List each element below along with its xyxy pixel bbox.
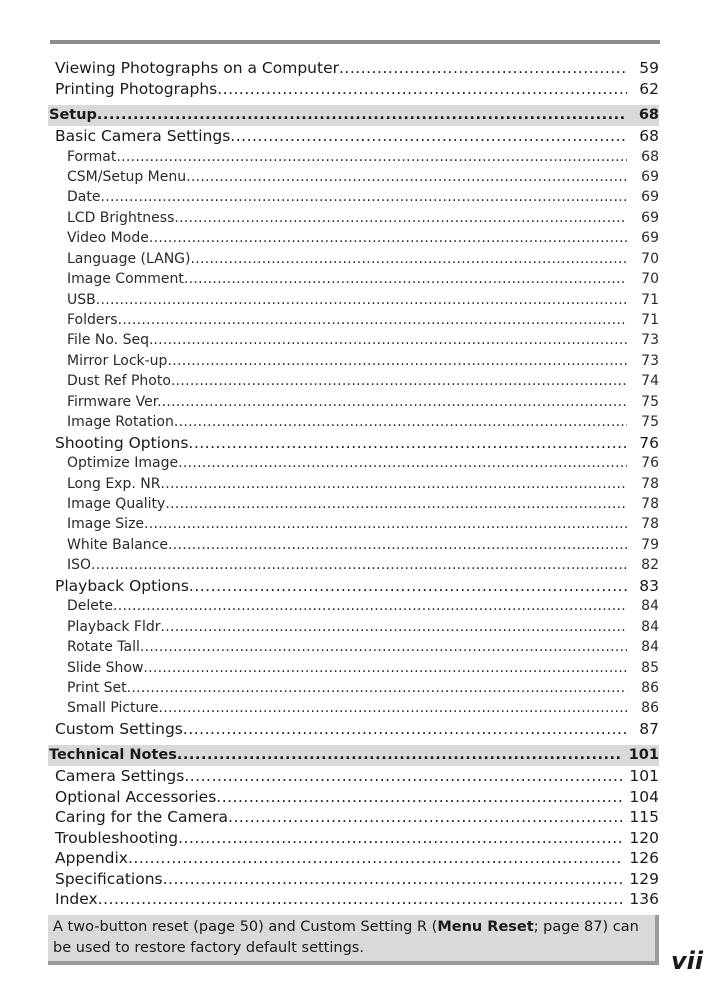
toc-entry-title: Index: [55, 890, 98, 909]
dot-leader: [228, 807, 623, 828]
toc-entry[interactable]: [48, 828, 659, 849]
toc-entry[interactable]: [48, 392, 659, 412]
toc-entry-page: 68: [638, 107, 659, 123]
toc-entry[interactable]: [48, 167, 659, 187]
toc-entry-page: 82: [641, 557, 659, 574]
dot-leader: [178, 453, 627, 473]
toc-entry[interactable]: [48, 290, 659, 310]
toc-entry-page: 84: [641, 598, 659, 615]
toc-entry[interactable]: [48, 698, 659, 718]
toc-entry-page: 126: [629, 849, 659, 868]
toc-entry-page: 69: [641, 230, 659, 247]
toc-entry[interactable]: [48, 555, 659, 575]
dot-leader: [153, 330, 627, 350]
toc-entry[interactable]: [48, 766, 659, 787]
toc-entry[interactable]: [48, 453, 659, 473]
toc-entry-title: Viewing Photographs on a Computer: [55, 59, 339, 77]
toc-entry-title: Slide Show: [67, 659, 144, 676]
dot-leader: [165, 494, 627, 514]
toc-entry-title: Optimize Image: [67, 455, 179, 472]
toc-entry-title: Rotate Tall: [67, 639, 140, 656]
toc-entry-title: Shooting Options: [55, 433, 189, 452]
toc-entry-page: 71: [641, 291, 659, 308]
toc-entry-title: Playback Fldr: [67, 618, 161, 635]
dot-leader: [161, 617, 627, 637]
toc-entry-title: Troubleshooting: [55, 828, 179, 847]
toc-entry-page: 85: [641, 659, 659, 676]
toc-entry-page: 78: [641, 516, 659, 533]
toc-entry-title: Specifications: [55, 869, 163, 888]
toc-entry[interactable]: [48, 514, 659, 534]
note-text-after: ; page 87) can be used to restore factory default settings.: [53, 919, 639, 956]
toc-entry[interactable]: [48, 187, 659, 207]
top-rule: [50, 40, 660, 44]
toc-entry-title: Printing Photographs: [55, 79, 218, 98]
toc-entry-page: 84: [641, 618, 659, 635]
toc-entry-title: Folders: [67, 312, 118, 328]
toc-entry[interactable]: [48, 848, 659, 869]
toc-entry[interactable]: [48, 228, 659, 248]
note-text-before: A two-button reset (page 50) and Custom Setting R (: [53, 919, 438, 935]
toc-entry-page: 75: [641, 393, 659, 410]
toc-entry-page: 120: [629, 828, 659, 847]
toc-entry[interactable]: [48, 208, 659, 228]
toc-entry[interactable]: [48, 351, 659, 371]
toc-entry-title: White Balance: [67, 536, 168, 553]
toc-entry-title: Basic Camera Settings: [55, 127, 231, 145]
toc-entry-page: 83: [639, 576, 659, 595]
dot-leader: [186, 167, 627, 187]
toc-entry[interactable]: [48, 330, 659, 350]
dot-leader: [184, 766, 623, 787]
toc-entry-title: Mirror Lock-up: [67, 352, 168, 369]
toc-entry-title: Language (LANG): [67, 250, 191, 267]
toc-entry-title: USB: [67, 291, 96, 308]
dot-leader: [97, 105, 627, 126]
toc-entry[interactable]: [48, 147, 659, 167]
toc-entry[interactable]: [48, 637, 659, 657]
toc-entry-title: Delete: [67, 598, 113, 615]
toc-entry-page: 73: [641, 352, 659, 369]
dot-leader: [168, 535, 627, 555]
toc-entry-page: 76: [641, 455, 659, 472]
dot-leader: [217, 79, 627, 100]
toc-entry-page: 104: [629, 787, 659, 806]
toc-entry[interactable]: [48, 269, 659, 289]
toc-entry-title: Small Picture: [67, 700, 159, 717]
dot-leader: [178, 828, 623, 849]
toc-entry[interactable]: [48, 310, 659, 330]
toc-entry[interactable]: [48, 371, 659, 391]
toc-entry-page: 78: [641, 496, 659, 512]
toc-entry-title: LCD Brightness: [67, 209, 175, 226]
toc-entry-title: Image Comment: [67, 271, 184, 288]
toc-entry-title: Image Quality: [67, 496, 166, 512]
toc-entry-page: 69: [641, 189, 659, 206]
toc-entry-title: File No. Seq.: [67, 332, 154, 349]
reset-note: [48, 915, 659, 965]
dot-leader: [184, 269, 627, 289]
dot-leader: [149, 228, 627, 248]
toc-entry-page: 74: [641, 373, 659, 390]
toc-entry-title: Print Set: [67, 680, 127, 696]
note-text-bold: Menu Reset: [437, 919, 534, 935]
toc-entry-page: 86: [641, 700, 659, 717]
page-number: vii: [671, 947, 704, 975]
toc-entry-title: ISO: [67, 557, 92, 574]
toc-entry-title: Image Rotation: [67, 414, 174, 431]
dot-leader: [127, 678, 627, 698]
dot-leader: [190, 249, 627, 269]
toc-entry-title: Caring for the Camera: [55, 808, 229, 827]
toc-entry-page: 73: [641, 332, 659, 349]
toc-entry[interactable]: [48, 807, 659, 828]
toc-entry[interactable]: [48, 474, 659, 494]
toc-entry-page: 68: [641, 148, 659, 165]
toc-entry[interactable]: [48, 494, 659, 514]
dot-leader: [160, 474, 627, 494]
dot-leader: [167, 351, 627, 371]
toc-entry-page: 87: [639, 719, 659, 738]
toc-entry[interactable]: [48, 678, 659, 698]
toc-entry[interactable]: [48, 535, 659, 555]
toc-entry[interactable]: [48, 576, 659, 597]
toc-entry-page: 136: [629, 890, 659, 909]
toc-entry[interactable]: [48, 787, 659, 808]
toc-entry-page: 75: [641, 414, 659, 431]
toc-entry[interactable]: [48, 719, 659, 740]
dot-leader: [216, 787, 623, 808]
toc-entry[interactable]: [48, 412, 659, 432]
toc-entry-page: 86: [641, 680, 659, 696]
dot-leader: [118, 310, 627, 330]
dot-leader: [174, 208, 627, 228]
toc-entry-page: 69: [641, 168, 659, 185]
dot-leader: [183, 719, 627, 740]
dot-leader: [162, 392, 627, 412]
dot-leader: [158, 698, 627, 718]
dot-leader: [140, 637, 627, 657]
toc-entry-page: 70: [641, 250, 659, 267]
toc-entry-title: Date: [67, 189, 101, 206]
toc-entry-title: Optional Accessories: [55, 787, 217, 806]
toc-entry-page: 101: [629, 767, 659, 786]
toc-entry[interactable]: [48, 79, 659, 100]
toc-entry-page: 78: [641, 475, 659, 492]
toc-entry-title: CSM/Setup Menu: [67, 168, 187, 185]
toc-entry-page: 101: [628, 747, 659, 764]
dot-leader: [174, 412, 627, 432]
dot-leader: [339, 58, 627, 79]
dot-leader: [177, 745, 623, 766]
toc-entry[interactable]: [48, 889, 659, 910]
toc-entry[interactable]: [48, 617, 659, 637]
toc-entry-title: Camera Settings: [55, 767, 185, 786]
toc-entry-title: Setup: [49, 107, 97, 123]
toc-entry-page: 129: [629, 869, 659, 888]
toc-entry-page: 68: [639, 127, 659, 145]
toc-entry-page: 115: [629, 808, 659, 827]
toc-entry-page: 84: [641, 639, 659, 656]
toc-entry[interactable]: [48, 126, 659, 147]
toc-entry-page: 62: [639, 79, 659, 98]
toc-entry-title: Appendix: [55, 849, 128, 868]
dot-leader: [98, 889, 624, 910]
toc-entry-title: Dust Ref Photo: [67, 373, 171, 390]
dot-leader: [100, 187, 627, 207]
dot-leader: [163, 869, 624, 890]
toc-entry[interactable]: [48, 596, 659, 616]
dot-leader: [113, 596, 627, 616]
toc-entry[interactable]: [48, 249, 659, 269]
toc-entry[interactable]: [48, 869, 659, 890]
table-of-contents: [48, 58, 659, 910]
toc-entry[interactable]: [48, 658, 659, 678]
dot-leader: [128, 848, 623, 869]
toc-entry-title: Image Size: [67, 516, 145, 533]
dot-leader: [188, 433, 627, 454]
toc-entry-title: Custom Settings: [55, 719, 183, 738]
toc-entry-page: 79: [641, 536, 659, 553]
toc-entry[interactable]: [48, 433, 659, 454]
toc-entry[interactable]: [48, 58, 659, 79]
toc-entry-title: Format: [67, 148, 117, 165]
dot-leader: [144, 514, 627, 534]
dot-leader: [116, 147, 627, 167]
toc-entry-title: Long Exp. NR: [67, 475, 161, 492]
dot-leader: [189, 576, 627, 597]
dot-leader: [230, 126, 627, 147]
toc-entry-page: 69: [641, 209, 659, 226]
toc-entry-page: 76: [639, 433, 659, 452]
dot-leader: [143, 658, 627, 678]
toc-entry-title: Firmware Ver.: [67, 393, 162, 410]
dot-leader: [91, 555, 627, 575]
dot-leader: [171, 371, 627, 391]
toc-section-heading[interactable]: [48, 745, 659, 766]
toc-section-heading[interactable]: [48, 105, 659, 126]
toc-entry-page: 59: [639, 59, 659, 77]
toc-entry-page: 71: [641, 312, 659, 328]
toc-entry-page: 70: [641, 271, 659, 288]
toc-entry-title: Technical Notes: [49, 747, 177, 764]
toc-entry-title: Playback Options: [55, 576, 189, 595]
toc-entry-title: Video Mode: [67, 230, 149, 247]
dot-leader: [96, 290, 627, 310]
